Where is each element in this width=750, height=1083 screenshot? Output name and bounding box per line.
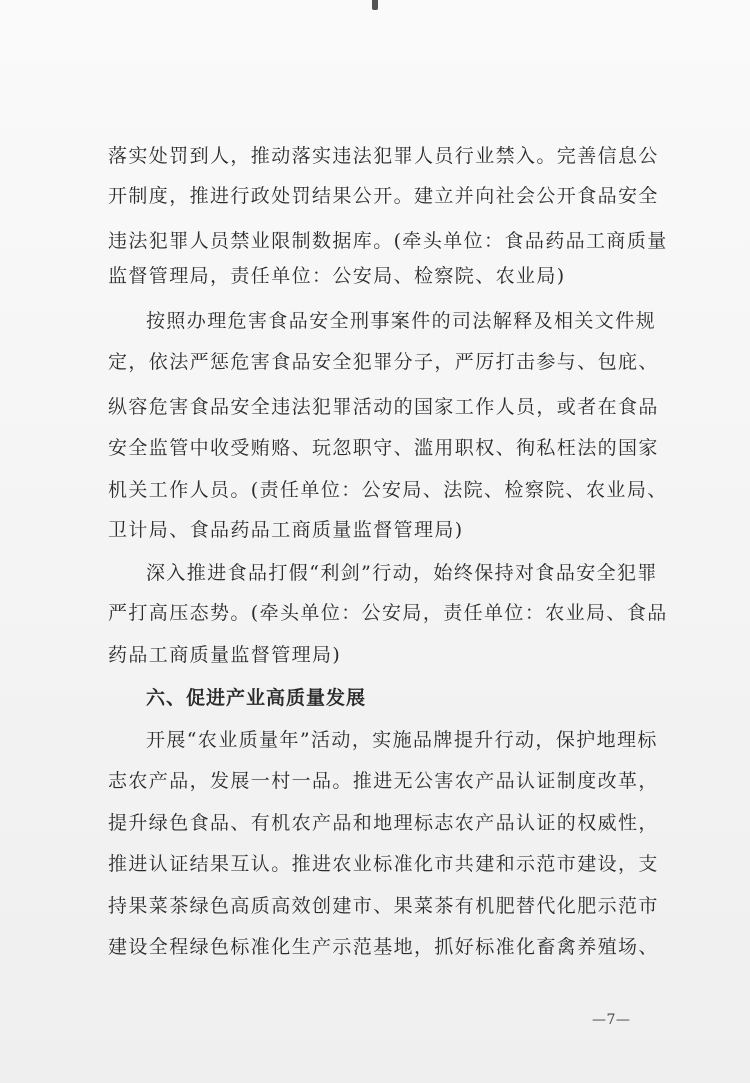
paragraph-line: 纵容危害食品安全违法犯罪活动的国家工作人员，或者在食品 [108, 396, 659, 418]
paragraph-line: 按照办理危害食品安全刑事案件的司法解释及相关文件规 [146, 310, 657, 332]
binding-mark [372, 0, 378, 10]
paragraph-line: 开制度，推进行政处罚结果公开。建立并向社会公开食品安全 [108, 185, 659, 207]
paragraph-line: 严打高压态势。(牵头单位：公安局，责任单位：农业局、食品 [108, 602, 668, 624]
paragraph-line: 提升绿色食品、有机农产品和地理标志农产品认证的权威性， [108, 812, 659, 834]
paragraph-line: 卫计局、食品药品工商质量监督管理局) [108, 519, 464, 541]
paragraph-line: 违法犯罪人员禁业限制数据库。(牵头单位：食品药品工商质量 [108, 230, 668, 252]
paragraph-line: 药品工商质量监督管理局) [108, 644, 342, 666]
paragraph-line: 机关工作人员。(责任单位：公安局、法院、检察院、农业局、 [108, 479, 668, 501]
paragraph-line: 深入推进食品打假“利剑”行动，始终保持对食品安全犯罪 [146, 562, 658, 584]
paragraph-line: 开展“农业质量年”活动，实施品牌提升行动，保护地理标 [146, 729, 658, 751]
paragraph-line: 定，依法严惩危害食品安全犯罪分子，严厉打击参与、包庇、 [108, 351, 659, 373]
section-heading: 六、促进产业高质量发展 [146, 687, 367, 709]
paragraph-line: 推进认证结果互认。推进农业标准化市共建和示范市建设，支 [108, 853, 659, 875]
paragraph-line: 持果菜茶绿色高质高效创建市、果菜茶有机肥替代化肥示范市 [108, 895, 659, 917]
paragraph-line: 志农产品，发展一村一品。推进无公害农产品认证制度改革， [108, 770, 659, 792]
paragraph-line: 监督管理局，责任单位：公安局、检察院、农业局) [108, 265, 566, 287]
paragraph-line: 建设全程绿色标准化生产示范基地，抓好标准化畜禽养殖场、 [108, 936, 659, 958]
paragraph-line: 安全监管中收受贿赂、玩忽职守、滥用职权、徇私枉法的国家 [108, 437, 659, 459]
page-number: —7— [592, 1012, 631, 1028]
paragraph-line: 落实处罚到人，推动落实违法犯罪人员行业禁入。完善信息公 [108, 145, 659, 167]
